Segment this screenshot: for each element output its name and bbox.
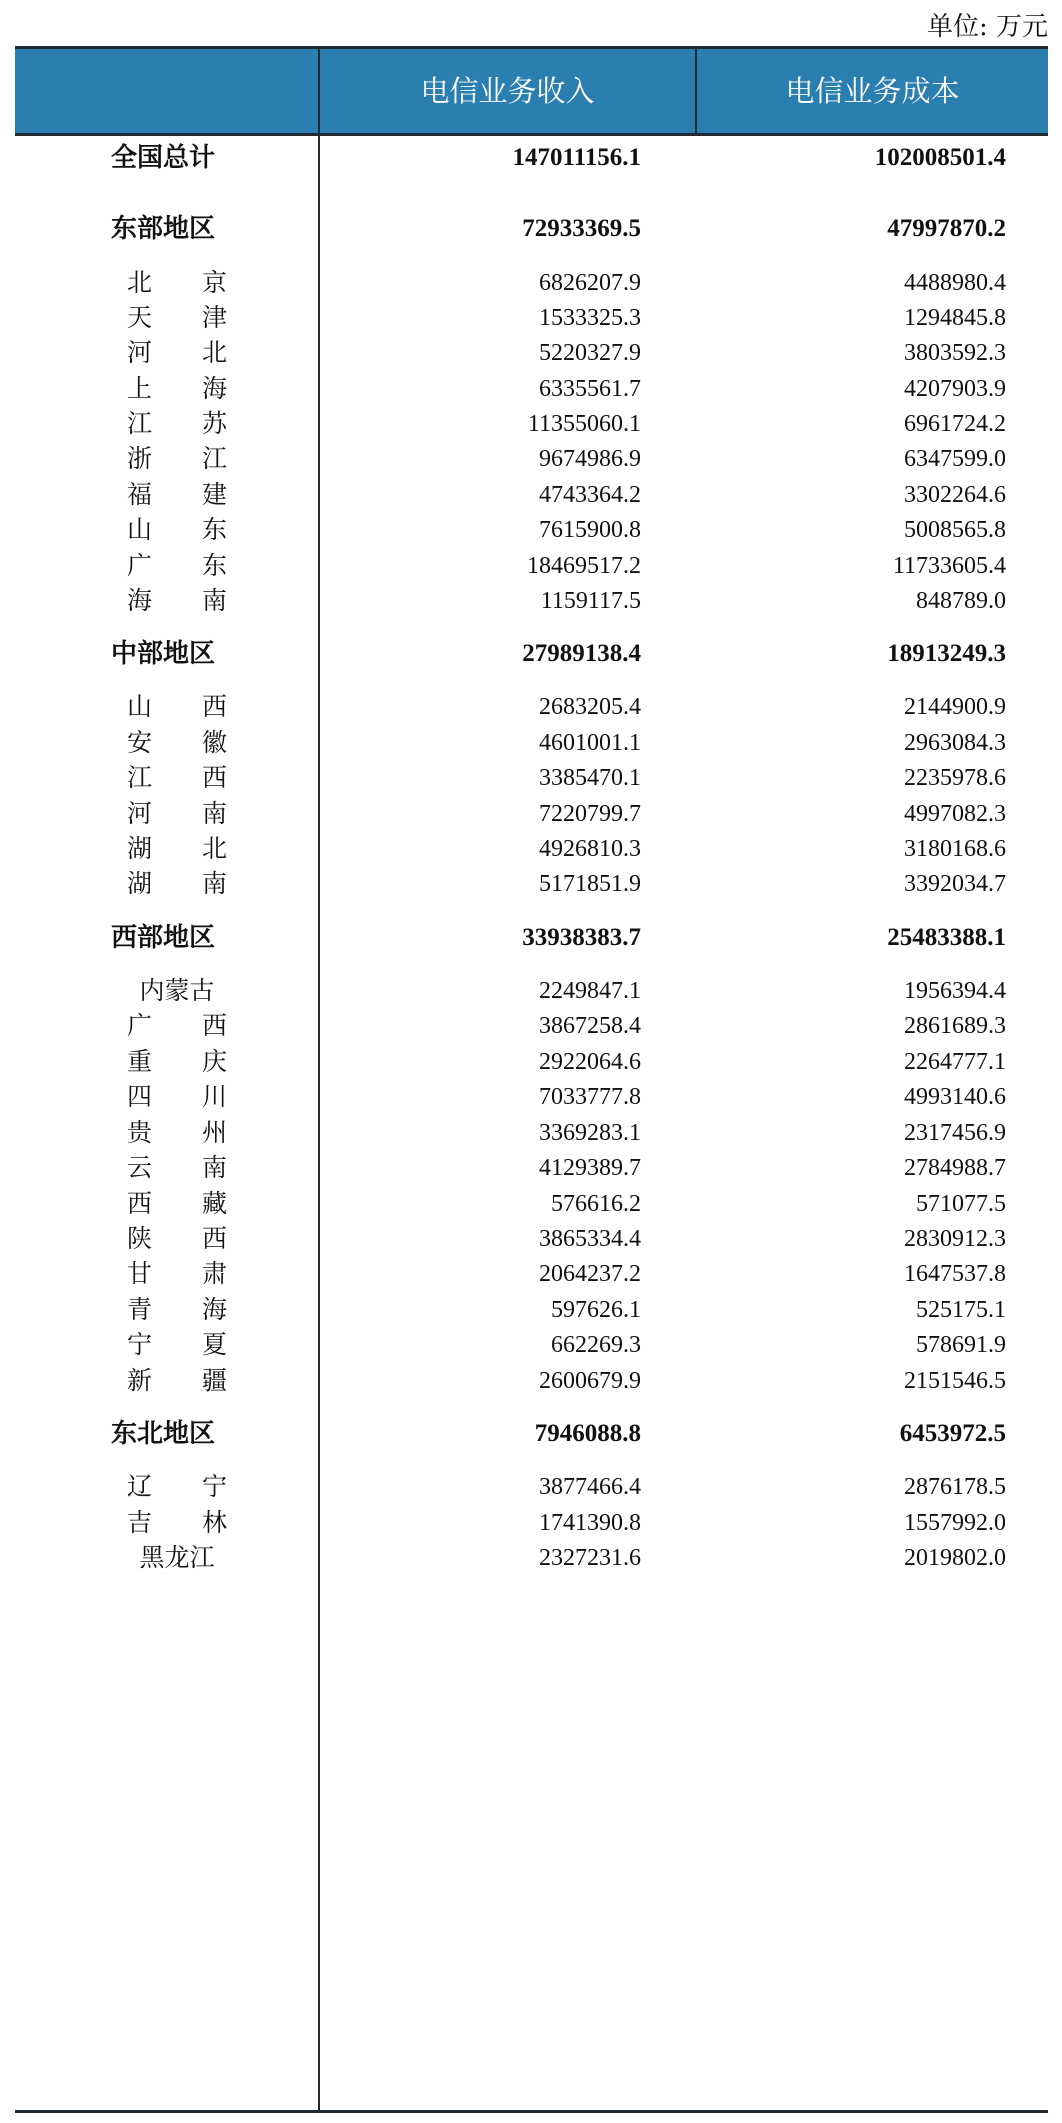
table-row bbox=[15, 1254, 1048, 1294]
cost-value: 525175.1 bbox=[916, 1297, 1006, 1323]
cost-value: 6961724.2 bbox=[904, 411, 1006, 437]
row-name: 河南 bbox=[127, 799, 227, 828]
cost-value: 5008565.8 bbox=[904, 517, 1006, 543]
table-row bbox=[15, 1006, 1048, 1046]
income-value: 18469517.2 bbox=[527, 553, 641, 579]
table-row bbox=[15, 1077, 1048, 1117]
row-name: 海南 bbox=[127, 586, 227, 615]
row-name: 湖北 bbox=[127, 834, 227, 863]
table-row bbox=[15, 475, 1048, 515]
cost-value: 1647537.8 bbox=[904, 1261, 1006, 1287]
column-header-cost: 电信业务成本 bbox=[785, 74, 960, 108]
income-value: 1741390.8 bbox=[539, 1510, 641, 1536]
table-row bbox=[15, 1503, 1048, 1543]
income-value: 7220799.7 bbox=[539, 801, 641, 827]
income-value: 1159117.5 bbox=[540, 588, 641, 614]
row-name: 贵州 bbox=[127, 1118, 227, 1147]
cost-value: 2963084.3 bbox=[904, 730, 1006, 756]
table-row bbox=[15, 439, 1048, 479]
cost-value: 4488980.4 bbox=[904, 270, 1006, 296]
income-value: 6335561.7 bbox=[539, 376, 641, 402]
income-value: 5171851.9 bbox=[539, 871, 641, 897]
income-value: 2683205.4 bbox=[539, 694, 641, 720]
income-value: 2327231.6 bbox=[539, 1545, 641, 1571]
row-name: 江西 bbox=[127, 763, 227, 792]
cost-value: 578691.9 bbox=[916, 1332, 1006, 1358]
row-name: 内蒙古 bbox=[139, 976, 215, 1005]
income-value: 597626.1 bbox=[551, 1297, 641, 1323]
cost-value: 3803592.3 bbox=[904, 340, 1006, 366]
cost-value: 2861689.3 bbox=[904, 1013, 1006, 1039]
table-row bbox=[15, 971, 1048, 1011]
cost-value: 848789.0 bbox=[916, 588, 1006, 614]
row-name: 广东 bbox=[127, 551, 227, 580]
region-summary-row bbox=[15, 209, 1048, 249]
income-value: 576616.2 bbox=[551, 1191, 641, 1217]
table-row bbox=[15, 1113, 1048, 1153]
column-header-income: 电信业务收入 bbox=[420, 74, 595, 108]
table-row bbox=[15, 1042, 1048, 1082]
table-row bbox=[15, 263, 1048, 303]
row-name: 上海 bbox=[127, 374, 227, 403]
income-value: 11355060.1 bbox=[527, 411, 641, 437]
row-name: 陕西 bbox=[127, 1224, 227, 1253]
cost-value: 2317456.9 bbox=[904, 1120, 1006, 1146]
cost-value: 1557992.0 bbox=[904, 1510, 1006, 1536]
income-value: 2064237.2 bbox=[539, 1261, 641, 1287]
cost-value: 2235978.6 bbox=[904, 765, 1006, 791]
cost-value: 3180168.6 bbox=[904, 836, 1006, 862]
row-name: 辽宁 bbox=[127, 1472, 227, 1501]
row-name: 广西 bbox=[127, 1011, 227, 1040]
row-name: 新疆 bbox=[127, 1366, 227, 1395]
income-value: 3877466.4 bbox=[539, 1474, 641, 1500]
income-value: 7033777.8 bbox=[539, 1084, 641, 1110]
region-summary-row bbox=[15, 918, 1048, 958]
table-row bbox=[15, 1148, 1048, 1188]
cost-value: 2151546.5 bbox=[904, 1368, 1006, 1394]
cost-value: 2876178.5 bbox=[904, 1474, 1006, 1500]
cost-value: 6453972.5 bbox=[899, 1420, 1006, 1447]
table-row bbox=[15, 369, 1048, 409]
cost-value: 1294845.8 bbox=[904, 305, 1006, 331]
table-row bbox=[15, 864, 1048, 904]
row-name: 东北地区 bbox=[111, 1419, 216, 1449]
income-value: 2600679.9 bbox=[539, 1368, 641, 1394]
row-name: 北京 bbox=[127, 268, 227, 297]
income-value: 3865334.4 bbox=[539, 1226, 641, 1252]
income-value: 4743364.2 bbox=[539, 482, 641, 508]
income-value: 4601001.1 bbox=[539, 730, 641, 756]
income-value: 3385470.1 bbox=[539, 765, 641, 791]
cost-value: 4207903.9 bbox=[904, 376, 1006, 402]
income-value: 7615900.8 bbox=[539, 517, 641, 543]
table-row bbox=[15, 510, 1048, 550]
table-row bbox=[15, 829, 1048, 869]
row-name: 全国总计 bbox=[111, 143, 216, 173]
income-value: 9674986.9 bbox=[539, 446, 641, 472]
region-summary-row bbox=[15, 138, 1048, 178]
cost-value: 2830912.3 bbox=[904, 1226, 1006, 1252]
row-name: 河北 bbox=[127, 338, 227, 367]
row-name: 山西 bbox=[127, 692, 227, 721]
table-row bbox=[15, 333, 1048, 373]
table-row bbox=[15, 1219, 1048, 1259]
row-name: 东部地区 bbox=[111, 214, 216, 244]
row-name: 青海 bbox=[127, 1295, 227, 1324]
cost-value: 2784988.7 bbox=[904, 1155, 1006, 1181]
table-row bbox=[15, 1184, 1048, 1224]
income-value: 3369283.1 bbox=[539, 1120, 641, 1146]
income-value: 7946088.8 bbox=[534, 1420, 641, 1447]
table-row bbox=[15, 581, 1048, 621]
cost-value: 102008501.4 bbox=[874, 144, 1006, 171]
income-value: 5220327.9 bbox=[539, 340, 641, 366]
income-value: 147011156.1 bbox=[512, 144, 641, 171]
row-name: 湖南 bbox=[127, 869, 227, 898]
region-summary-row bbox=[15, 634, 1048, 674]
cost-value: 4997082.3 bbox=[904, 801, 1006, 827]
table-bottom-rule bbox=[15, 2110, 1048, 2113]
table-row bbox=[15, 794, 1048, 834]
table-row bbox=[15, 1361, 1048, 1401]
income-value: 4129389.7 bbox=[539, 1155, 641, 1181]
table-row bbox=[15, 546, 1048, 586]
unit-label: 单位: 万元 bbox=[926, 12, 1048, 42]
cost-value: 11733605.4 bbox=[892, 553, 1006, 579]
cost-value: 18913249.3 bbox=[887, 640, 1006, 667]
income-value: 662269.3 bbox=[551, 1332, 641, 1358]
income-value: 2922064.6 bbox=[539, 1049, 641, 1075]
cost-value: 1956394.4 bbox=[904, 978, 1006, 1004]
row-name: 西藏 bbox=[127, 1189, 227, 1218]
row-name: 天津 bbox=[127, 303, 227, 332]
row-name: 吉林 bbox=[127, 1508, 227, 1537]
income-value: 33938383.7 bbox=[522, 924, 641, 951]
row-name: 山东 bbox=[127, 515, 227, 544]
table-row bbox=[15, 1467, 1048, 1507]
telecom-table bbox=[15, 46, 1048, 2114]
row-name: 浙江 bbox=[127, 444, 227, 473]
income-value: 6826207.9 bbox=[539, 270, 641, 296]
table-row bbox=[15, 404, 1048, 444]
cost-value: 3302264.6 bbox=[904, 482, 1006, 508]
region-summary-row bbox=[15, 1414, 1048, 1454]
cost-value: 4993140.6 bbox=[904, 1084, 1006, 1110]
cost-value: 6347599.0 bbox=[904, 446, 1006, 472]
row-name: 黑龙江 bbox=[139, 1543, 215, 1572]
table-row bbox=[15, 298, 1048, 338]
row-name: 甘肃 bbox=[127, 1259, 227, 1288]
cost-value: 571077.5 bbox=[916, 1191, 1006, 1217]
income-value: 3867258.4 bbox=[539, 1013, 641, 1039]
table-header bbox=[15, 46, 1048, 136]
row-name: 云南 bbox=[127, 1153, 227, 1182]
cost-value: 3392034.7 bbox=[904, 871, 1006, 897]
row-name: 安徽 bbox=[127, 728, 227, 757]
table-row bbox=[15, 1538, 1048, 1578]
row-name: 宁夏 bbox=[127, 1330, 227, 1359]
income-value: 27989138.4 bbox=[522, 640, 641, 667]
row-name: 江苏 bbox=[127, 409, 227, 438]
row-name: 西部地区 bbox=[111, 923, 216, 953]
cost-value: 47997870.2 bbox=[887, 215, 1006, 242]
table-row bbox=[15, 1290, 1048, 1330]
table-row bbox=[15, 687, 1048, 727]
row-name: 四川 bbox=[127, 1082, 227, 1111]
row-name: 重庆 bbox=[127, 1047, 227, 1076]
income-value: 72933369.5 bbox=[522, 215, 641, 242]
table-row bbox=[15, 1325, 1048, 1365]
table-row bbox=[15, 758, 1048, 798]
cost-value: 2144900.9 bbox=[904, 694, 1006, 720]
income-value: 1533325.3 bbox=[539, 305, 641, 331]
cost-value: 2019802.0 bbox=[904, 1545, 1006, 1571]
cost-value: 25483388.1 bbox=[887, 924, 1006, 951]
row-name: 福建 bbox=[127, 480, 227, 509]
row-name: 中部地区 bbox=[111, 639, 216, 669]
cost-value: 2264777.1 bbox=[904, 1049, 1006, 1075]
income-value: 2249847.1 bbox=[539, 978, 641, 1004]
income-value: 4926810.3 bbox=[539, 836, 641, 862]
table-row bbox=[15, 723, 1048, 763]
